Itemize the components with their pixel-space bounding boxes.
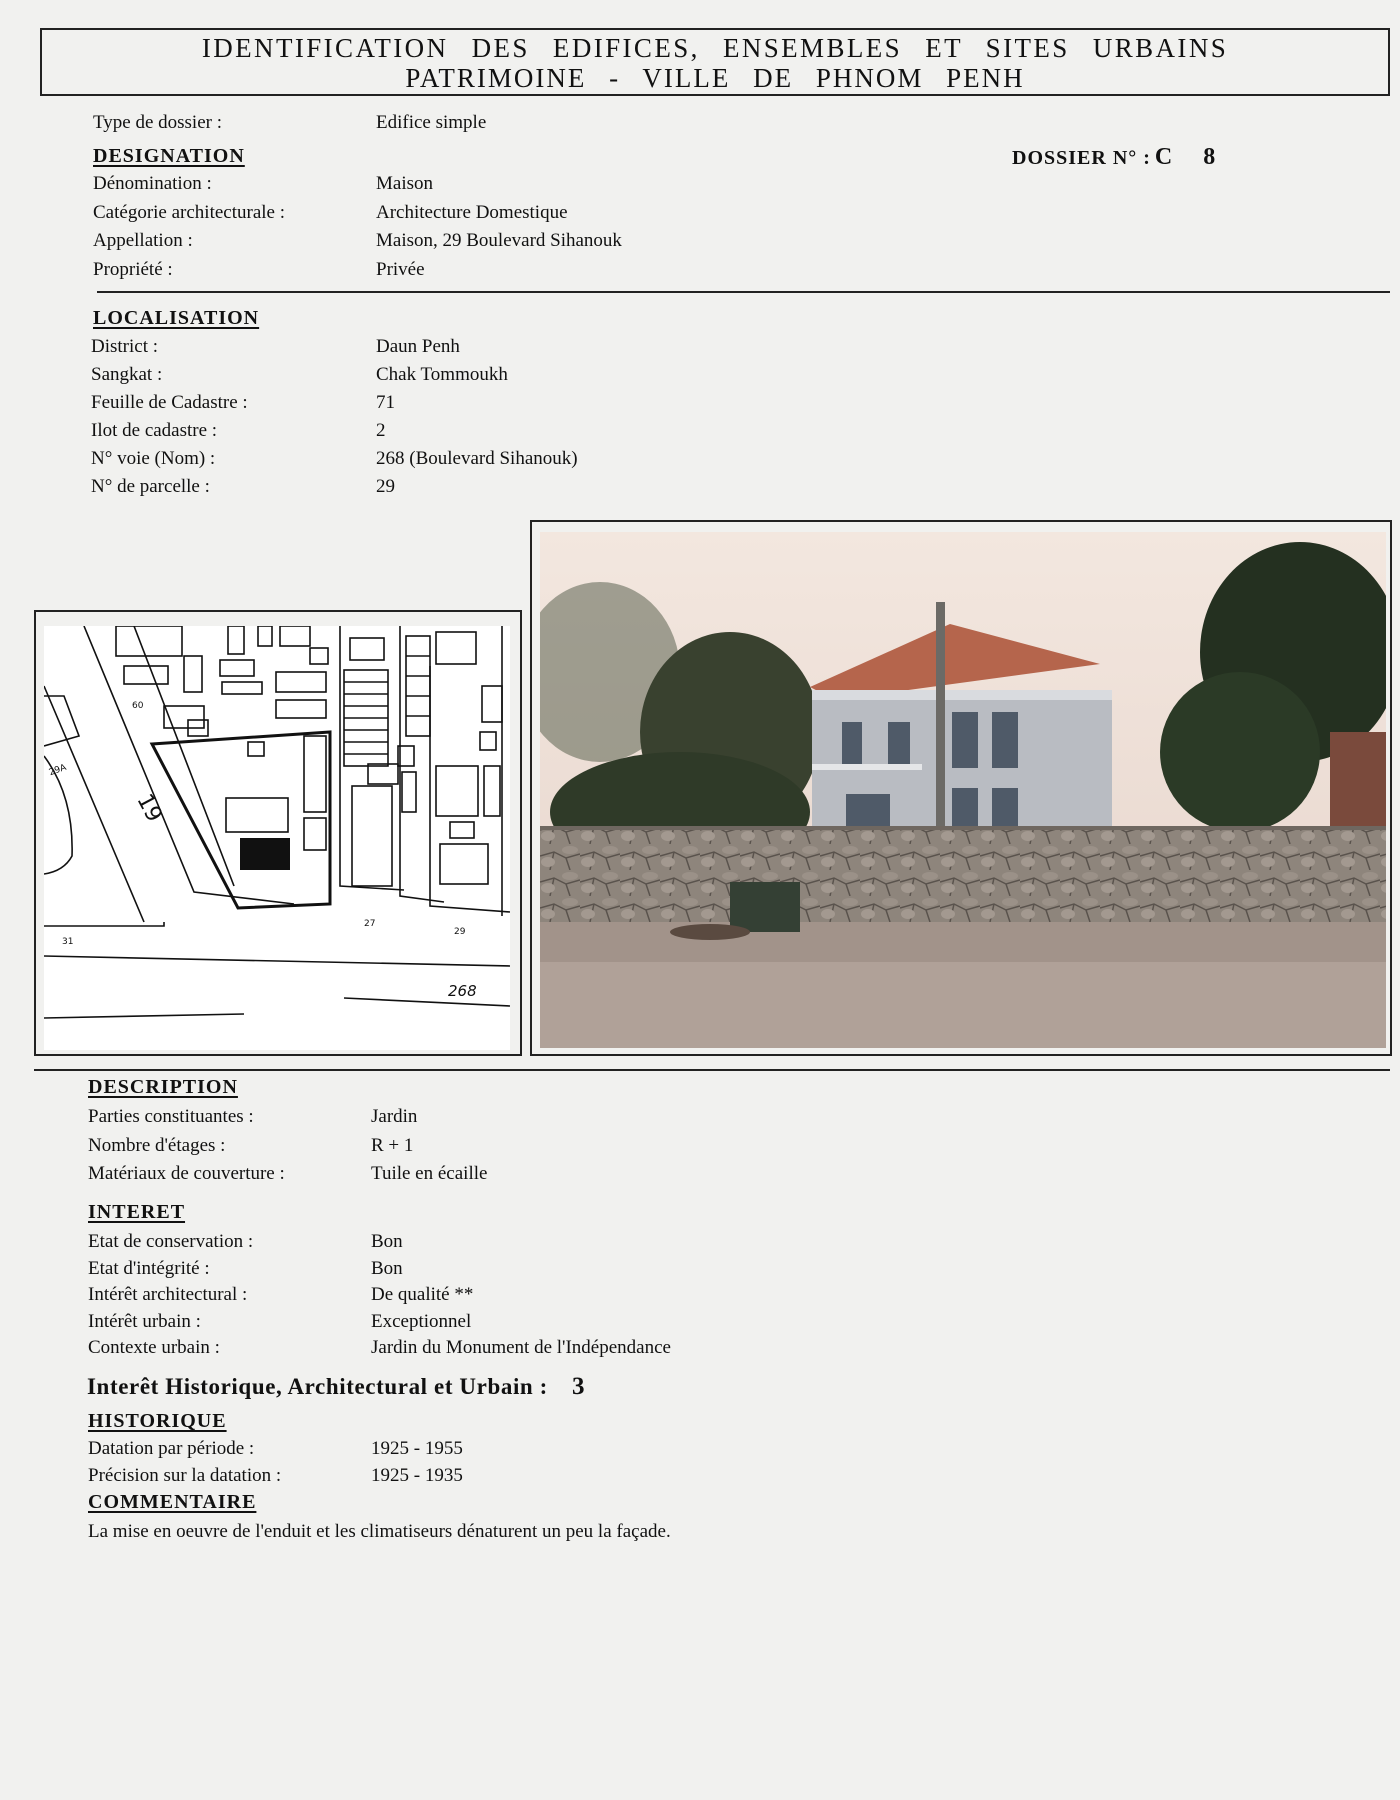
localisation-label: Sangkat : xyxy=(91,364,163,385)
building-photo-image xyxy=(540,532,1386,1048)
map-label-road-19: 19 xyxy=(131,789,167,827)
description-heading: DESCRIPTION xyxy=(88,1076,238,1098)
cadastre-map xyxy=(44,626,510,1050)
description-label: Nombre d'étages : xyxy=(88,1134,226,1156)
designation-label: Propriété : xyxy=(93,258,173,280)
designation-value: Maison xyxy=(376,173,433,194)
commentaire-heading: COMMENTAIRE xyxy=(88,1491,257,1513)
map-label-road-268: 268 xyxy=(448,982,477,1000)
designation-value: Privée xyxy=(376,258,425,280)
cadastre-map-frame xyxy=(34,610,522,1056)
interet-label: Etat d'intégrité : xyxy=(88,1257,210,1279)
title-line-1: IDENTIFICATION DES EDIFICES, ENSEMBLES ET SITES URBAINS xyxy=(201,33,1229,63)
type-dossier-label: Type de dossier : xyxy=(93,112,223,133)
type-dossier-value: Edifice simple xyxy=(376,112,487,133)
cadastre-map-drawing xyxy=(44,626,510,1050)
designation-label: Catégorie architecturale : xyxy=(93,201,286,223)
map-label-parcel-27: 27 xyxy=(364,919,376,929)
dossier-num: 8 xyxy=(1203,144,1217,170)
interet-label: Intérêt urbain : xyxy=(88,1310,201,1332)
divider xyxy=(97,291,1390,293)
localisation-label: Feuille de Cadastre : xyxy=(91,392,248,413)
historique-heading: HISTORIQUE xyxy=(88,1410,227,1432)
commentaire-text: La mise en oeuvre de l'enduit et les climatiseurs dénaturent un peu la façade. xyxy=(88,1521,671,1542)
description-value: R + 1 xyxy=(371,1134,414,1156)
map-label-parcel-29a: 29A xyxy=(47,762,68,779)
localisation-value: Daun Penh xyxy=(376,336,460,357)
map-label-parcel-31: 31 xyxy=(62,937,74,947)
dossier-letter: C xyxy=(1154,144,1174,170)
localisation-label: N° voie (Nom) : xyxy=(91,448,216,469)
building-photo-frame xyxy=(530,520,1392,1056)
localisation-value: 71 xyxy=(376,392,395,413)
map-label-parcel-29: 29 xyxy=(454,927,466,937)
interet-total xyxy=(87,1373,585,1401)
interet-value: Bon xyxy=(371,1257,403,1279)
localisation-label: District : xyxy=(91,336,159,357)
localisation-value: Chak Tommoukh xyxy=(376,364,508,385)
description-value: Jardin xyxy=(371,1106,418,1127)
dossier-number xyxy=(1012,144,1216,171)
interet-value: De qualité ** xyxy=(371,1284,474,1305)
designation-value: Architecture Domestique xyxy=(376,201,568,223)
designation-label: Appellation : xyxy=(93,230,193,251)
historique-value: 1925 - 1955 xyxy=(371,1438,463,1459)
historique-label: Datation par période : xyxy=(88,1438,255,1459)
interet-total-label: Interêt Historique, Architectural et Urbain : xyxy=(87,1374,548,1399)
description-value: Tuile en écaille xyxy=(371,1163,488,1184)
interet-value: Bon xyxy=(371,1231,403,1252)
interet-value: Exceptionnel xyxy=(371,1310,472,1332)
historique-label: Précision sur la datation : xyxy=(88,1465,282,1486)
historique-value: 1925 - 1935 xyxy=(371,1465,463,1486)
description-label: Parties constituantes : xyxy=(88,1106,254,1127)
localisation-value: 2 xyxy=(376,420,386,441)
dossier-label: DOSSIER N° : xyxy=(1012,147,1151,169)
divider xyxy=(34,1069,1390,1071)
interet-label: Etat de conservation : xyxy=(88,1231,254,1252)
interet-heading: INTERET xyxy=(88,1201,186,1223)
localisation-value: 268 (Boulevard Sihanouk) xyxy=(376,448,578,469)
designation-label: Dénomination : xyxy=(93,173,212,194)
map-label-parcel-60: 60 xyxy=(132,701,144,711)
interet-label: Contexte urbain : xyxy=(88,1337,220,1358)
localisation-value: 29 xyxy=(376,476,395,497)
document-title-box xyxy=(40,28,1390,96)
building-photo xyxy=(540,532,1386,1048)
designation-value: Maison, 29 Boulevard Sihanouk xyxy=(376,230,622,251)
localisation-label: Ilot de cadastre : xyxy=(91,420,218,441)
localisation-heading: LOCALISATION xyxy=(93,307,260,329)
interet-value: Jardin du Monument de l'Indépendance xyxy=(371,1337,671,1358)
description-label: Matériaux de couverture : xyxy=(88,1163,285,1184)
designation-heading: DESIGNATION xyxy=(93,145,245,167)
title-line-2: PATRIMOINE - VILLE DE PHNOM PENH xyxy=(405,63,1025,93)
localisation-label: N° de parcelle : xyxy=(91,476,210,497)
interet-total-value: 3 xyxy=(571,1373,586,1400)
interet-label: Intérêt architectural : xyxy=(88,1284,248,1305)
